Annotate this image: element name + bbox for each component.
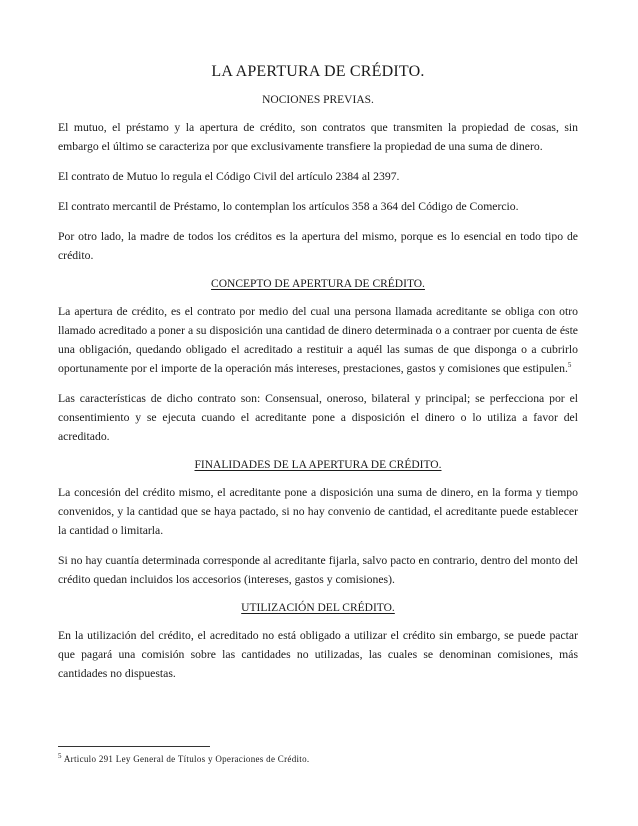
paragraph-with-footnote [58,302,578,378]
footnote-text: Articulo 291 Ley General de Títulos y Operaciones de Crédito. [63,754,310,764]
paragraph: El contrato mercantil de Préstamo, lo contemplan los artículos 358 a 364 del Código de Comercio. [58,200,519,213]
footnote-reference[interactable]: 5 [567,361,572,370]
paragraph: Las características de dicho contrato son: Consensual, oneroso, bilateral y principal; se perfecciona por el consentimiento y se ejecuta cuando el acreditante pone a disposición el dinero o lo utiliza a favor del acreditado. [58,392,578,443]
section-heading-concepto: CONCEPTO DE APERTURA DE CRÉDITO. [211,278,425,290]
paragraph: Por otro lado, la madre de todos los créditos es la apertura del mismo, porque es lo esencial en todo tipo de crédito. [58,230,578,262]
section-heading-nociones: NOCIONES PREVIAS. [262,94,374,106]
footnote-divider [58,746,210,747]
section-heading-finalidades: FINALIDADES DE LA APERTURA DE CRÉDITO. [194,459,442,471]
document-body [58,62,578,694]
paragraph: El mutuo, el préstamo y la apertura de crédito, son contratos que transmiten la propiedad de cosas, sin embargo el último se caracteriza por que exclusivamente transfiere la propiedad de una suma de dinero. [58,121,578,153]
paragraph: Si no hay cuantía determinada corresponde al acreditante fijarla, salvo pacto en contrario, dentro del monto del crédito quedan incluidos los accesorios (intereses, gastos y comisiones). [58,554,578,586]
footnote [58,753,578,765]
footnote-number: 5 [58,752,62,760]
paragraph-text: La apertura de crédito, es el contrato por medio del cual una persona llamada acreditante se obliga con otro llamado acreditado a poner a su disposición una cantidad de dinero determinada o a contraer por cuenta de éste una obligación, quedando obligado el acreditado a restituir a aquél las sumas de que disponga o a cubrirlo oportunamente por el importe de la operación más intereses, prestaciones, gastos y comisiones que estipulen. [58,305,578,375]
document-title: LA APERTURA DE CRÉDITO. [211,63,425,80]
section-heading-utilizacion: UTILIZACIÓN DEL CRÉDITO. [241,602,395,614]
paragraph: En la utilización del crédito, el acreditado no está obligado a utilizar el crédito sin embargo, se puede pactar que pagará una comisión sobre las cantidades no utilizadas, las cuales se denominan comisiones, más cantidades no dispuestas. [58,629,578,680]
paragraph: El contrato de Mutuo lo regula el Código Civil del artículo 2384 al 2397. [58,170,400,183]
paragraph: La concesión del crédito mismo, el acreditante pone a disposición una suma de dinero, en la forma y tiempo convenidos, y la cantidad que se haya pactado, si no hay convenio de cantidad, el acreditante puede establecer la cantidad o limitarla. [58,486,578,537]
